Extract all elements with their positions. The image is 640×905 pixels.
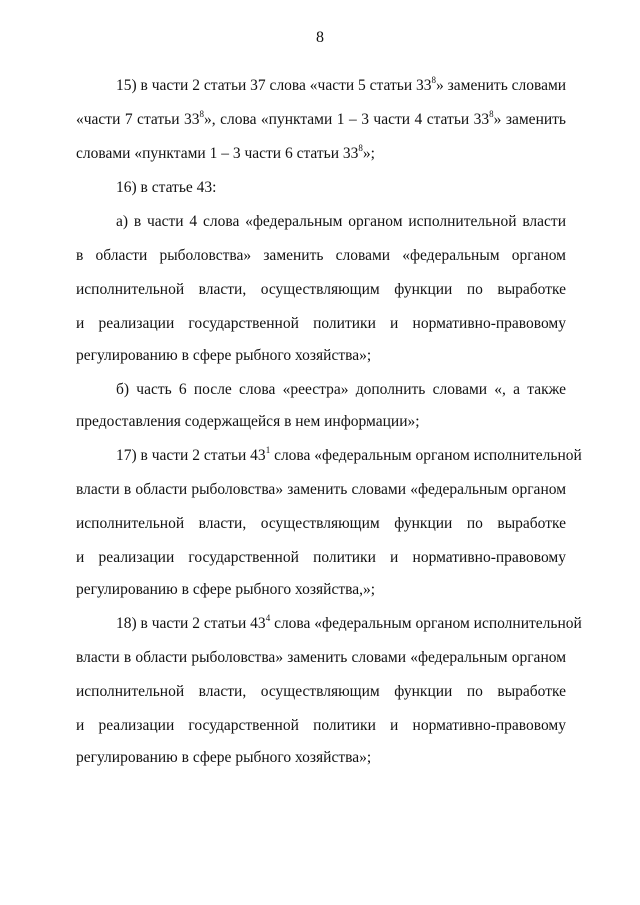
superscript: 4 <box>265 612 271 623</box>
item-16a-line-5 <box>76 346 566 366</box>
text-run: 17) в части 2 статьи 43 <box>116 447 266 464</box>
superscript: 8 <box>358 142 363 153</box>
item-18-line-5 <box>76 748 566 768</box>
text-run: 15) в части 2 статьи 37 слова «части 5 статьи 33 <box>116 77 432 94</box>
item-17-line-5 <box>76 580 566 600</box>
text-run: и реализации государственной политики и нормативно-правовому <box>76 549 566 566</box>
text-run: »; <box>362 145 375 162</box>
text-run: «части 7 статьи 33 <box>76 111 200 128</box>
text-run: предоставления содержащейся в нем информации»; <box>76 413 420 430</box>
text-run: регулированию в сфере рыбного хозяйства»; <box>76 749 372 766</box>
item-16b-line-2 <box>76 412 566 432</box>
text-run: », слова «пунктами 1 – 3 части 4 статьи 33 <box>204 111 490 128</box>
superscript: 1 <box>265 444 271 455</box>
text-run: регулированию в сфере рыбного хозяйства»; <box>76 347 372 364</box>
text-run: и реализации государственной политики и нормативно-правовому <box>76 717 566 734</box>
text-run: и реализации государственной политики и нормативно-правовому <box>76 315 566 332</box>
item-15-line-2 <box>76 110 566 130</box>
item-18-line-4 <box>76 716 566 736</box>
item-17-line-3 <box>76 514 566 534</box>
text-run: » заменить <box>493 111 566 128</box>
superscript: 8 <box>431 74 437 85</box>
text-run: 18) в части 2 статьи 43 <box>116 615 266 632</box>
superscript: 8 <box>199 108 204 119</box>
item-16a-line-2 <box>76 246 566 266</box>
text-run: слова «федеральным органом исполнительной <box>270 615 582 632</box>
item-15-line-1 <box>116 76 566 96</box>
text-run: исполнительной власти, осуществляющим функции по выработке <box>76 515 566 532</box>
superscript: 8 <box>489 108 494 119</box>
item-16-line-1 <box>116 178 566 198</box>
text-run: а) в части 4 слова «федеральным органом исполнительной власти <box>116 213 566 230</box>
text-run: словами «пунктами 1 – 3 части 6 статьи 33 <box>76 145 359 162</box>
text-run: в области рыболовства» заменить словами «федеральным органом <box>76 247 566 264</box>
item-18-line-1 <box>116 612 582 634</box>
text-run: исполнительной власти, осуществляющим функции по выработке <box>76 683 566 700</box>
item-16a-line-4 <box>76 314 566 334</box>
item-16a-line-3 <box>76 280 566 300</box>
item-17-line-4 <box>76 548 566 568</box>
text-run: б) часть 6 после слова «реестра» дополнить словами «, а также <box>116 381 566 398</box>
item-17-line-2 <box>76 480 566 500</box>
item-18-line-2 <box>76 648 566 668</box>
text-run: власти в области рыболовства» заменить словами «федеральным органом <box>76 649 566 666</box>
item-18-line-3 <box>76 682 566 702</box>
item-16b-line-1 <box>116 380 566 400</box>
item-16a-line-1 <box>116 212 566 232</box>
text-run: регулированию в сфере рыбного хозяйства,»; <box>76 581 376 598</box>
item-15-line-3 <box>76 144 566 164</box>
text-run: исполнительной власти, осуществляющим функции по выработке <box>76 281 566 298</box>
item-17-line-1 <box>116 444 582 466</box>
text-run: слова «федеральным органом исполнительной <box>270 447 582 464</box>
text-run: 16) в статье 43: <box>116 179 217 196</box>
text-run: » заменить словами <box>436 77 567 94</box>
text-run: власти в области рыболовства» заменить словами «федеральным органом <box>76 481 566 498</box>
page-number: 8 <box>316 29 324 46</box>
